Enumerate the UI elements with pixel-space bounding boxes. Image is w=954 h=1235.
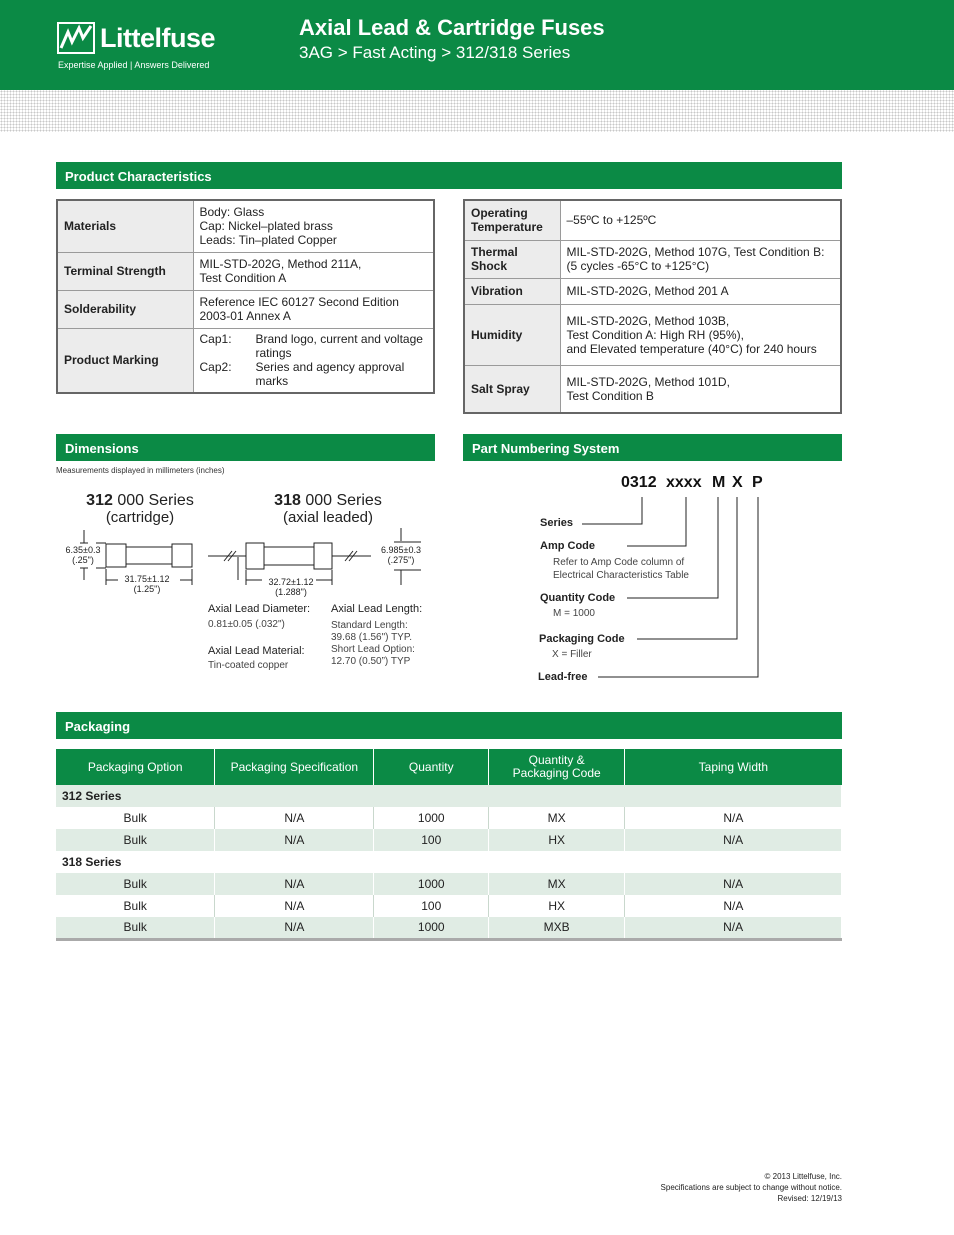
thermal-line: (5 cycles -65°C to +125°C): [566, 259, 710, 273]
col-packaging-spec: Packaging Specification: [215, 749, 374, 785]
humidity-line: MIL-STD-202G, Method 103B,: [566, 313, 730, 328]
littelfuse-logo: [57, 20, 227, 75]
brand-tagline: Expertise Applied | Answers Delivered: [58, 60, 210, 70]
label-humidity: Humidity: [464, 304, 560, 365]
amp-desc-line: Refer to Amp Code column of: [553, 557, 685, 568]
copyright: © 2013 Littelfuse, Inc.: [764, 1172, 842, 1181]
value-operating-temperature: –55ºC to +125ºC: [560, 200, 841, 240]
d318-len-mm: 32.72±1.12: [268, 577, 314, 587]
code-quantity: M: [712, 474, 726, 491]
lead-length-line: 12.70 (0.50”) TYP: [331, 656, 411, 667]
cap2-value: Series and agency approval marks: [255, 360, 405, 389]
table-cell: MXB: [489, 917, 625, 939]
brand-name: Littelfuse: [100, 23, 216, 53]
section-bar-product-characteristics: Product Characteristics: [56, 162, 842, 189]
revision-date: Revised: 12/19/13: [777, 1194, 842, 1203]
value-materials: [193, 200, 434, 252]
label-solderability: Solderability: [57, 290, 193, 328]
col-qty-pkg-code: Quantity & Packaging Code: [489, 749, 625, 785]
page-title: Axial Lead & Cartridge Fuses: [299, 15, 605, 40]
pn-leadfree-label: Lead-free: [538, 671, 588, 683]
characteristics-table-right: [463, 199, 842, 414]
value-solderability: [193, 290, 434, 328]
table-cell: N/A: [215, 807, 374, 829]
table-cell: HX: [489, 895, 625, 917]
table-cell: N/A: [215, 917, 374, 939]
label-materials: Materials: [57, 200, 193, 252]
solder-line: Reference IEC 60127 Second Edition: [199, 295, 399, 309]
series-312-subtitle: (cartridge): [105, 509, 175, 526]
value-thermal-shock: [560, 240, 841, 278]
series-312-title: [70, 492, 210, 510]
series-312-number: 312: [86, 492, 113, 509]
dot-pattern-band: [0, 90, 954, 132]
group-318-series: 318 Series: [56, 851, 842, 873]
page-footer: [661, 1171, 842, 1204]
value-product-marking: [193, 328, 434, 393]
series-318-rest: 000 Series: [300, 492, 382, 509]
table-cell: N/A: [215, 895, 374, 917]
lead-material-heading: Axial Lead Material:: [208, 645, 305, 657]
packaging-table: [56, 749, 842, 941]
d312-length-label: [117, 574, 177, 594]
pn-quantity-desc: M = 1000: [553, 608, 595, 619]
d312-diameter-label: [58, 545, 108, 565]
littelfuse-logo-icon: [57, 22, 95, 54]
table-cell: N/A: [625, 829, 842, 851]
table-cell: Bulk: [56, 917, 215, 939]
materials-line: Body: Glass: [199, 205, 265, 220]
humidity-line: Test Condition A: High RH (95%),: [566, 327, 744, 342]
section-bar-part-numbering: Part Numbering System: [463, 434, 842, 461]
d312-len-mm: 31.75±1.12: [124, 574, 170, 584]
terminal-line: MIL-STD-202G, Method 211A,: [199, 257, 362, 271]
table-cell: MX: [489, 873, 625, 895]
label-thermal-shock: Thermal Shock: [464, 240, 560, 278]
lead-length-line: 39.68 (1.56") TYP.: [331, 632, 413, 643]
lead-length-line: Standard Length:: [331, 620, 408, 631]
lead-diameter-value: 0.81±0.05 (.032"): [208, 619, 285, 630]
pn-packaging-desc: X = Filler: [552, 649, 592, 660]
d318-length-label: [260, 577, 322, 597]
measurement-note: Measurements displayed in millimeters (inches): [56, 466, 225, 475]
page-header: [0, 0, 954, 90]
thermal-line: MIL-STD-202G, Method 107G, Test Condition B:: [566, 245, 825, 259]
salt-line: MIL-STD-202G, Method 101D,: [566, 374, 730, 389]
d318-len-in: (1.288"): [275, 587, 307, 597]
table-cell: N/A: [215, 873, 374, 895]
d318-diameter-label: [372, 545, 430, 565]
solder-line: 2003-01 Annex A: [199, 309, 291, 323]
disclaimer: Specifications are subject to change without notice.: [660, 1183, 842, 1192]
code-leadfree: P: [752, 474, 763, 491]
pn-amp-label: Amp Code: [540, 540, 595, 552]
materials-line: Cap: Nickel–plated brass: [199, 219, 333, 234]
pn-quantity-label: Quantity Code: [540, 592, 616, 604]
table-cell: N/A: [625, 873, 842, 895]
table-cell: Bulk: [56, 895, 215, 917]
section-bar-dimensions: Dimensions: [56, 434, 435, 461]
cap1-key: Cap1:: [199, 332, 232, 347]
col-taping-width: Taping Width: [625, 749, 842, 785]
value-salt-spray: [560, 365, 841, 413]
table-cell: 1000: [374, 917, 489, 939]
table-cell: N/A: [625, 895, 842, 917]
lead-length-value: [331, 620, 415, 668]
table-cell: Bulk: [56, 873, 215, 895]
breadcrumb: 3AG > Fast Acting > 312/318 Series: [299, 43, 571, 62]
humidity-line: and Elevated temperature (40°C) for 240 hours: [566, 341, 817, 356]
series-318-number: 318: [274, 492, 301, 509]
table-cell: HX: [489, 829, 625, 851]
table-cell: 1000: [374, 873, 489, 895]
table-cell: 1000: [374, 807, 489, 829]
terminal-line: Test Condition A: [199, 271, 287, 285]
characteristics-table-left: [56, 199, 435, 394]
code-packaging: X: [732, 474, 743, 491]
series-318-title: [258, 492, 398, 510]
table-cell: 100: [374, 895, 489, 917]
col-packaging-option: Packaging Option: [56, 749, 215, 785]
lead-material-value: Tin-coated copper: [208, 660, 289, 671]
fuse-dimension-drawing: [56, 525, 435, 605]
label-vibration: Vibration: [464, 278, 560, 304]
table-cell: 100: [374, 829, 489, 851]
lead-diameter-heading: Axial Lead Diameter:: [208, 603, 311, 615]
group-312-series: 312 Series: [56, 785, 842, 807]
table-cell: Bulk: [56, 807, 215, 829]
pn-packaging-label: Packaging Code: [539, 633, 625, 645]
d312-dia-in: (.25"): [72, 555, 94, 565]
series-318-subtitle: (axial leaded): [282, 509, 374, 526]
value-humidity: [560, 304, 841, 365]
code-series: 0312: [621, 474, 657, 491]
cap1-value: Brand logo, current and voltage ratings: [255, 332, 423, 361]
value-vibration: MIL-STD-202G, Method 201 A: [560, 278, 841, 304]
value-terminal-strength: [193, 252, 434, 290]
part-number-leader-lines: [570, 494, 770, 684]
materials-line: Leads: Tin–plated Copper: [199, 233, 337, 248]
label-operating-temperature: Operating Temperature: [464, 200, 560, 240]
section-bar-packaging: Packaging: [56, 712, 842, 739]
table-cell: N/A: [625, 917, 842, 939]
d318-dia-in: (.275"): [387, 555, 415, 565]
d318-dia-mm: 6.985±0.3: [381, 545, 421, 555]
label-salt-spray: Salt Spray: [464, 365, 560, 413]
lead-length-heading: Axial Lead Length:: [331, 603, 423, 615]
table-cell: MX: [489, 807, 625, 829]
cap2-key: Cap2:: [199, 360, 232, 375]
d312-dia-mm: 6.35±0.3: [65, 545, 101, 555]
salt-line: Test Condition B: [566, 388, 654, 403]
amp-desc-line: Electrical Characteristics Table: [553, 570, 689, 581]
series-312-rest: 000 Series: [112, 492, 194, 509]
code-amp: xxxx: [666, 474, 702, 491]
label-terminal-strength: Terminal Strength: [57, 252, 193, 290]
pn-amp-desc: [553, 556, 689, 582]
label-product-marking: Product Marking: [57, 328, 193, 393]
table-cell: N/A: [215, 829, 374, 851]
d312-len-in: (1.25"): [133, 584, 161, 594]
pn-series-label: Series: [540, 517, 574, 529]
lead-length-line: Short Lead Option:: [331, 644, 415, 655]
col-quantity: Quantity: [374, 749, 489, 785]
table-cell: Bulk: [56, 829, 215, 851]
table-cell: N/A: [625, 807, 842, 829]
